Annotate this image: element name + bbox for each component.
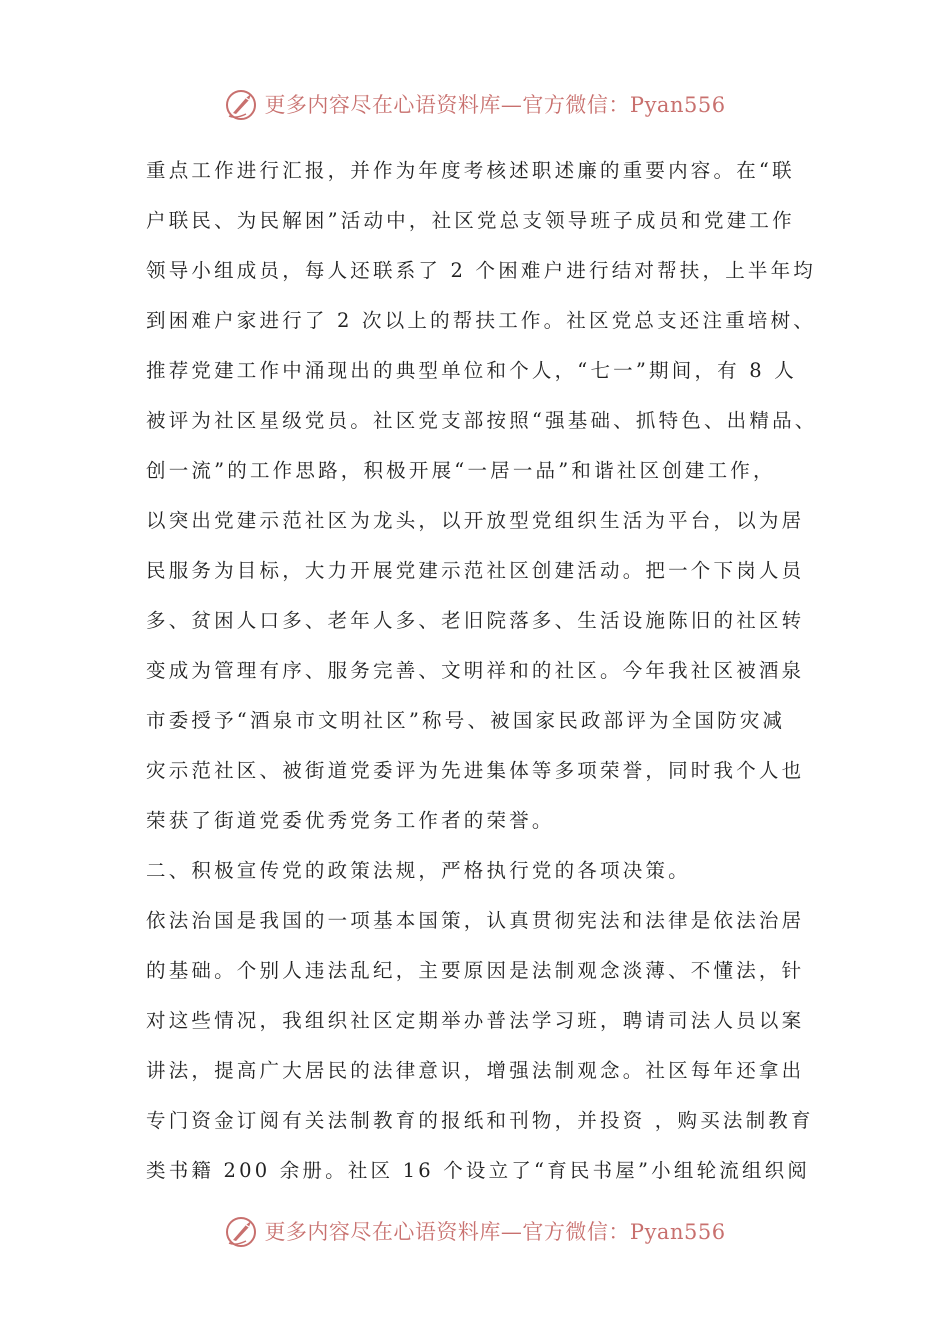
text-line: 重点工作进行汇报，并作为年度考核述职述廉的重要内容。在“联 <box>146 159 795 182</box>
text-line: 的基础。个别人违法乱纪，主要原因是法制观念淡薄、不懂法，针 <box>146 959 805 982</box>
text-line: 类书籍 200 余册。社区 16 个设立了“育民书屋”小组轮流组织阅 <box>146 1159 811 1182</box>
pen-nib-icon <box>224 1213 260 1249</box>
text-line: 变成为管理有序、服务完善、文明祥和的社区。今年我社区被酒泉 <box>146 659 805 682</box>
text-line: 到困难户家进行了 2 次以上的帮扶工作。社区党总支还注重培树、 <box>146 309 817 332</box>
header-banner-text: 更多内容尽在心语资料库—官方微信：Pyan556 <box>264 93 726 117</box>
text-line: 户联民、为民解困”活动中，社区党总支领导班子成员和党建工作 <box>146 209 795 232</box>
text-line: 讲法，提高广大居民的法律意识，增强法制观念。社区每年还拿出 <box>146 1059 805 1082</box>
header-banner <box>0 84 950 124</box>
text-line: 灾示范社区、被街道党委评为先进集体等多项荣誉，同时我个人也 <box>146 759 805 782</box>
footer-banner <box>0 1211 950 1251</box>
pen-nib-icon <box>224 86 260 122</box>
text-line: 推荐党建工作中涌现出的典型单位和个人，“七一”期间，有 8 人 <box>146 359 797 382</box>
text-line: 对这些情况，我组织社区定期举办普法学习班，聘请司法人员以案 <box>146 1009 805 1032</box>
text-line: 荣获了街道党委优秀党务工作者的荣誉。 <box>146 809 555 832</box>
footer-banner-text: 更多内容尽在心语资料库—官方微信：Pyan556 <box>264 1220 726 1244</box>
text-line: 以突出党建示范社区为龙头，以开放型党组织生活为平台，以为居 <box>146 509 805 532</box>
text-line: 创一流”的工作思路，积极开展“一居一品”和谐社区创建工作， <box>146 459 776 482</box>
text-line: 市委授予“酒泉市文明社区”称号、被国家民政部评为全国防灾减 <box>146 709 786 732</box>
text-line: 专门资金订阅有关法制教育的报纸和刊物，并投资 ，购买法制教育 <box>146 1109 814 1132</box>
text-line: 被评为社区星级党员。社区党支部按照“强基础、抓特色、出精品、 <box>146 409 818 432</box>
text-line: 多、贫困人口多、老年人多、老旧院落多、生活设施陈旧的社区转 <box>146 609 805 632</box>
section-heading: 二、积极宣传党的政策法规，严格执行党的各项决策。 <box>146 859 691 882</box>
text-line: 领导小组成员，每人还联系了 2 个困难户进行结对帮扶，上半年均 <box>146 259 817 282</box>
document-body <box>146 146 826 1196</box>
text-line: 民服务为目标，大力开展党建示范社区创建活动。把一个下岗人员 <box>146 559 805 582</box>
text-line: 依法治国是我国的一项基本国策，认真贯彻宪法和法律是依法治居 <box>146 909 805 932</box>
